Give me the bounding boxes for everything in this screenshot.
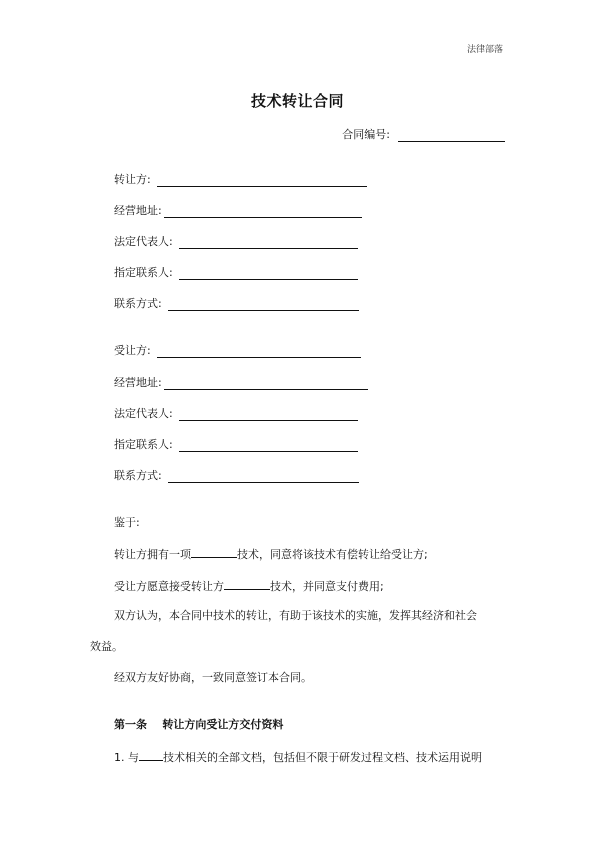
- transferee-contact-person-blank[interactable]: [179, 439, 358, 452]
- transferee-legal-rep-blank[interactable]: [179, 408, 358, 421]
- transferee-contact-method-label: 联系方式:: [114, 469, 162, 482]
- recital-2-blank[interactable]: [224, 578, 270, 590]
- transferee-name-blank[interactable]: [157, 345, 361, 358]
- recital-2-text-b: 技术，并同意支付费用;: [270, 580, 384, 593]
- transferor-legal-rep-label: 法定代表人:: [114, 235, 173, 248]
- transferee-address-field: [114, 376, 368, 390]
- page-title: 技术转让合同: [250, 92, 344, 110]
- transferor-name-field: [114, 173, 367, 187]
- recital-2: [114, 578, 384, 594]
- transferee-name-label: 受让方:: [114, 344, 151, 357]
- transferee-contact-method-blank[interactable]: [168, 470, 359, 483]
- recital-2-text-a: 受让方愿意接受转让方: [114, 580, 224, 593]
- transferor-name-label: 转让方:: [114, 173, 151, 186]
- transferee-legal-rep-field: [114, 407, 358, 421]
- transferor-address-label: 经营地址:: [114, 204, 162, 217]
- transferor-contact-method-field: [114, 297, 359, 311]
- article-1-item-1-blank[interactable]: [139, 749, 163, 761]
- transferor-contact-person-blank[interactable]: [179, 267, 358, 280]
- transferee-legal-rep-label: 法定代表人:: [114, 407, 173, 420]
- recital-1-blank[interactable]: [191, 546, 237, 558]
- transferor-contact-person-label: 指定联系人:: [114, 266, 173, 279]
- transferor-contact-method-label: 联系方式:: [114, 297, 162, 310]
- article-1-item-1: [114, 749, 482, 765]
- recital-3-line-1: 双方认为，本合同中技术的转让，有助于该技术的实施，发挥其经济和社会: [114, 609, 477, 622]
- transferee-address-blank[interactable]: [164, 377, 368, 390]
- recital-4: 经双方友好协商，一致同意签订本合同。: [114, 671, 312, 684]
- recital-1-text-a: 转让方拥有一项: [114, 548, 191, 561]
- transferor-contact-method-blank[interactable]: [168, 298, 359, 311]
- transferor-address-field: [114, 204, 362, 218]
- transferee-contact-person-label: 指定联系人:: [114, 438, 173, 451]
- article-1-item-1-text-a: 1. 与: [114, 751, 139, 764]
- recital-1: [114, 546, 428, 562]
- transferor-legal-rep-field: [114, 235, 358, 249]
- header-source: 法律部落: [466, 45, 503, 55]
- contract-number-label: 合同编号:: [342, 128, 390, 141]
- transferee-name-field: [114, 344, 361, 358]
- transferee-address-label: 经营地址:: [114, 376, 162, 389]
- transferor-legal-rep-blank[interactable]: [179, 236, 358, 249]
- recital-3-line-2: 效益。: [90, 640, 123, 653]
- article-1-heading: 第一条 转让方向受让方交付资料: [114, 718, 284, 731]
- transferor-address-blank[interactable]: [164, 205, 362, 218]
- transferor-contact-person-field: [114, 266, 358, 280]
- contract-number-field: [342, 126, 505, 142]
- recitals-intro: 鉴于:: [114, 516, 140, 529]
- transferor-name-blank[interactable]: [157, 174, 367, 187]
- recital-1-text-b: 技术，同意将该技术有偿转让给受让方;: [237, 548, 428, 561]
- article-1-item-1-text-b: 技术相关的全部文档，包括但不限于研发过程文档、技术运用说明: [163, 751, 482, 764]
- transferee-contact-method-field: [114, 469, 359, 483]
- transferee-contact-person-field: [114, 438, 358, 452]
- contract-number-blank[interactable]: [398, 129, 505, 142]
